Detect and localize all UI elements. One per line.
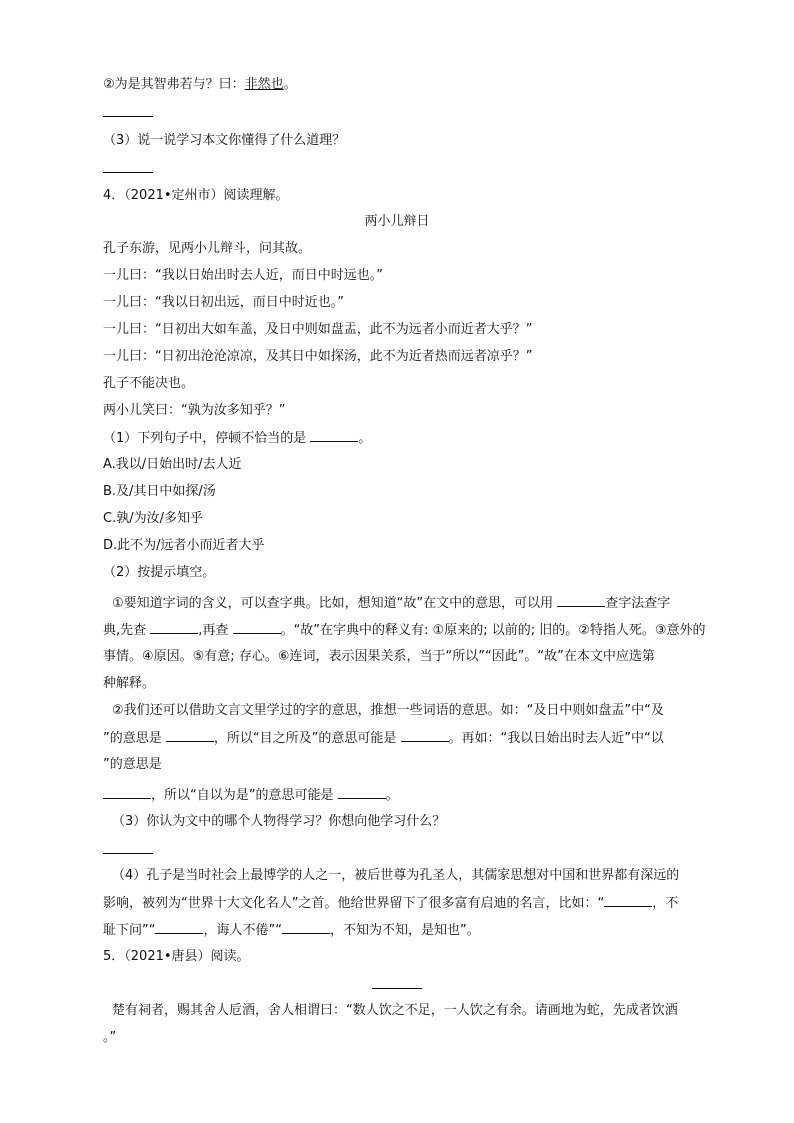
text: 影响，被列为“世界十大文化名人”之首。他给世界留下了很多富有启迪的名言，比如：“ [103, 896, 605, 911]
text: （1）下列句子中，停顿不恰当的是 [103, 431, 307, 446]
answer-blank[interactable] [103, 116, 153, 117]
passage-line: 。” [103, 1030, 117, 1045]
q4-s2a-line4: 种解释。 [103, 676, 156, 691]
option-b: B.及/其日中如探/汤 [103, 484, 216, 499]
text: 耻下问”“ [103, 923, 156, 938]
q4-s2b-line3: ”的意思是 [103, 757, 162, 772]
q4-subquestion-4-line3 [103, 921, 480, 940]
answer-blank[interactable] [103, 786, 151, 799]
answer-blank[interactable] [401, 729, 449, 742]
underlined-answer: 非然也 [244, 77, 284, 92]
passage-line: 一儿曰：“我以日初出远，而日中时近也。” [103, 295, 344, 310]
text: ，所以“目之所及”的意思可能是 [213, 731, 397, 746]
text: 。 [283, 77, 297, 92]
q3-subquestion-3: （3）说一说学习本文你懂得了什么道理？ [103, 133, 346, 148]
q4-subquestion-1 [103, 429, 371, 448]
q4-subquestion-3: （3）你认为文中的哪个人物得学习？你想向他学习什么？ [112, 814, 446, 829]
text: ②为是其智弗若与？曰： [103, 77, 245, 92]
answer-blank[interactable] [282, 921, 330, 934]
text: 。再如：“我以日始出时去人近”中“以 [448, 731, 664, 746]
text: ,再查 [198, 623, 229, 638]
q4-s2b-line2 [103, 729, 664, 748]
option-a: A.我以/日始出时/去人近 [103, 457, 242, 472]
text: 查字法查字 [605, 596, 671, 611]
answer-blank[interactable] [155, 921, 203, 934]
q4-subquestion-4-line2 [103, 894, 678, 913]
q4-s2b-line1: ②我们还可以借助文言文里学过的字的意思，推想一些词语的意思。如：“及日中则如盘盂”中“及 [112, 703, 664, 718]
q4-s2a-line3: 事情。④原因。⑤有意; 存心。⑥连词，表示因果关系，当于“所以”“因此”。“故”在本文中应选第 [103, 649, 655, 664]
answer-blank[interactable] [338, 786, 386, 799]
q4-header: 4．（2021•定州市）阅读理解。 [103, 188, 289, 203]
passage-line: 一儿曰：“我以日始出时去人近，而日中时远也。” [103, 268, 383, 283]
passage-line: 两小儿笑曰：“孰为汝多知乎？” [103, 403, 286, 418]
passage-line: 一儿曰：“日初出沧沧凉凉，及其日中如探汤，此不为近者热而远者凉乎？” [103, 349, 533, 364]
q5-header: 5．（2021•唐县）阅读。 [103, 949, 250, 964]
text: ，诲人不倦”“ [203, 923, 282, 938]
text: ”的意思是 [103, 731, 162, 746]
title-blank[interactable] [372, 988, 422, 989]
q4-s2a-line2 [103, 621, 706, 640]
q4-subquestion-4-line1: （4）孔子是当时社会上最博学的人之一，被后世尊为孔圣人，其儒家思想对中国和世界都有深远的 [112, 868, 680, 883]
q3-subquestion-2 [103, 76, 297, 94]
text: 。“故”在字典中的释义有: ①原来的; 以前的; 旧的。②特指人死。③意外的 [280, 623, 706, 638]
text: 。 [385, 788, 399, 803]
answer-blank[interactable] [103, 172, 153, 173]
q4-s2a-line1 [112, 594, 670, 613]
passage-line: 一儿曰：“日初出大如车盖，及日中则如盘盂，此不为远者小而近者大乎？” [103, 322, 533, 337]
text: 典,先查 [103, 623, 147, 638]
answer-blank[interactable] [233, 621, 281, 634]
answer-blank[interactable] [604, 894, 652, 907]
option-c: C.孰/为汝/多知乎 [103, 511, 203, 526]
text: ①要知道字词的含义，可以查字典。比如，想知道“故”在文中的意思，可以用 [112, 596, 554, 611]
option-d: D.此不为/远者小而近者大乎 [103, 538, 265, 553]
text: ，不知为不知，是知也”。 [329, 923, 480, 938]
passage-line: 孔子东游，见两小儿辩斗，问其故。 [103, 241, 312, 256]
text: 。 [358, 431, 372, 446]
q4-s2b-line4 [103, 786, 399, 805]
passage-line: 楚有祠者，赐其舍人卮酒，舍人相谓曰：“数人饮之不足，一人饮之有余。请画地为蛇，先成者饮酒 [112, 1003, 678, 1018]
passage-line: 孔子不能决也。 [103, 376, 195, 391]
passage-title: 两小儿辩日 [364, 214, 430, 229]
answer-blank[interactable] [557, 594, 605, 607]
answer-blank[interactable] [166, 729, 214, 742]
answer-blank[interactable] [150, 621, 198, 634]
answer-blank[interactable] [310, 429, 358, 442]
text: ，不 [652, 896, 679, 911]
q4-subquestion-2: （2）按提示填空。 [103, 565, 216, 580]
text: ，所以“自以为是”的意思可能是 [151, 788, 334, 803]
answer-blank[interactable] [103, 853, 153, 854]
